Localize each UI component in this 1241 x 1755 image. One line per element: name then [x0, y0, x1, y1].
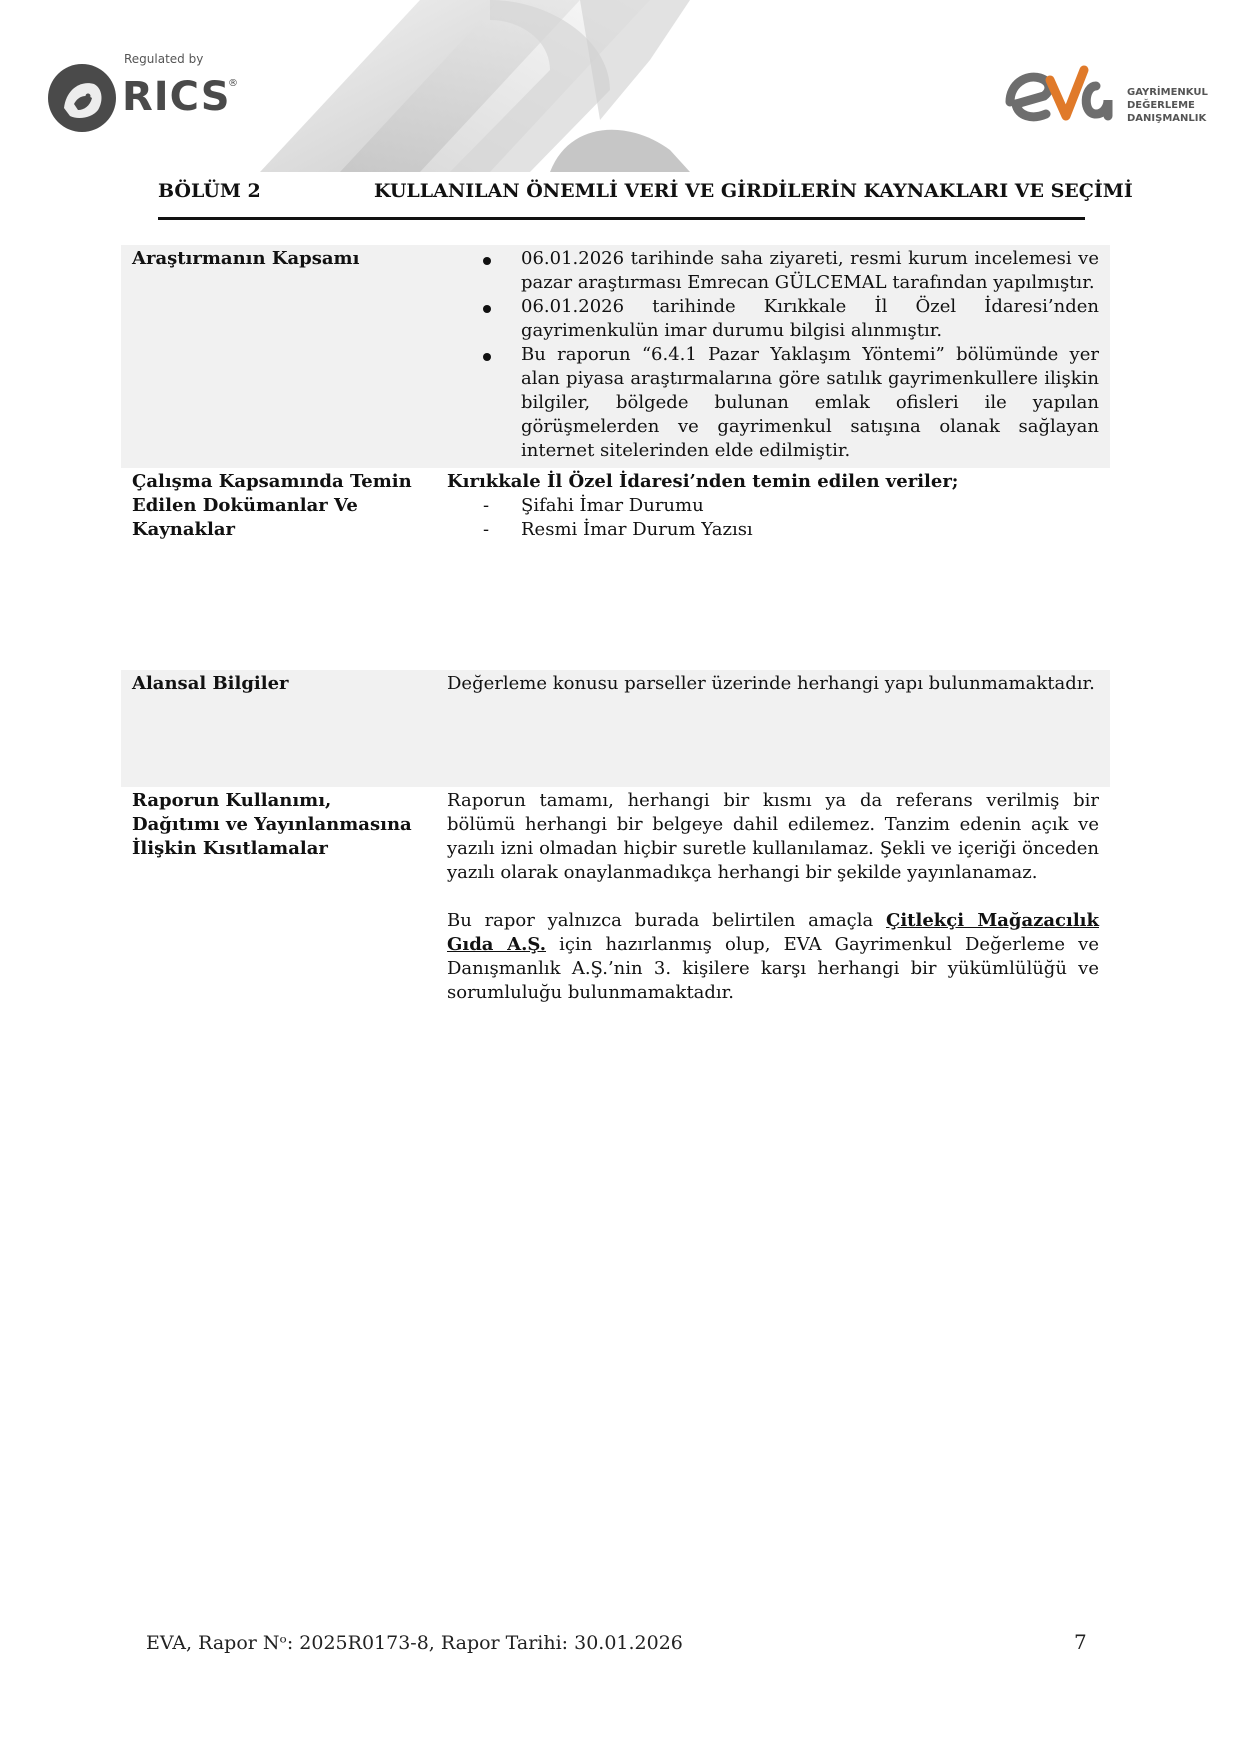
row-content: Değerleme konusu parseller üzerinde herhangi yapı bulunmamaktadır.	[447, 673, 1095, 694]
section-number: BÖLÜM 2	[158, 180, 261, 202]
paragraph-gap	[447, 885, 1099, 909]
row-spatial-info	[121, 670, 1110, 787]
list-item	[447, 518, 1099, 542]
eva-mark-icon	[1000, 56, 1120, 138]
eva-subtitle-line: DANIŞMANLIK	[1127, 113, 1207, 124]
client-paragraph-text: için hazırlanmış olup, EVA Gayrimenkul Değerleme ve Danışmanlık A.Ş.’nin 3. kişilere karşı herhangi bir yükümlülüğü ve sorumluluğu bulunmamaktadır.	[447, 934, 1099, 1003]
dash-mark: -	[483, 495, 490, 516]
row-content	[447, 470, 1099, 542]
list-item	[447, 494, 1099, 518]
eva-subtitle-line: DEĞERLEME	[1127, 100, 1195, 111]
bullet-icon	[483, 353, 491, 361]
header-decoration	[250, 0, 770, 172]
bullet-list	[447, 247, 1099, 463]
client-paragraph-text: Bu rapor yalnızca burada belirtilen amaçla	[447, 910, 886, 931]
row-label: Raporun Kullanımı, Dağıtımı ve Yayınlanmasına İlişkin Kısıtlamalar	[132, 790, 412, 859]
eva-subtitle	[1127, 86, 1208, 125]
rics-wordmark: RICS	[122, 74, 231, 120]
footer-report-info: EVA, Rapor Nᵒ: 2025R0173-8, Rapor Tarihi: 30.01.2026	[146, 1632, 683, 1654]
section-title: KULLANILAN ÖNEMLİ VERİ VE GİRDİLERİN KAYNAKLARI VE SEÇİMİ	[374, 180, 1133, 202]
lion-icon	[44, 60, 120, 136]
list-item-text: 06.01.2026 tarihinde saha ziyareti, resmi kurum incelemesi ve pazar araştırması Emrecan GÜLCEMAL tarafından yapılmıştır.	[521, 248, 1099, 293]
list-item-text: Resmi İmar Durum Yazısı	[521, 519, 753, 540]
row-label: Araştırmanın Kapsamı	[132, 248, 360, 269]
row-label: Çalışma Kapsamında Temin Edilen Dokümanlar Ve Kaynaklar	[132, 471, 412, 540]
rics-regulated-text: Regulated by	[124, 52, 204, 66]
bullet-icon	[483, 257, 491, 265]
client-name: Çitlekçi Mağazacılık Gıda A.Ş.	[447, 910, 1099, 955]
row-restrictions	[121, 787, 1110, 1017]
restrictions-paragraph: Raporun tamamı, herhangi bir kısmı ya da referans verilmiş bir bölümü herhangi bir belgeye dahil edilemez. Tanzim edenin açık ve yazılı izni olmadan hiçbir suretle kullanılamaz. Şekli ve içeriği önceden yazılı olarak onaylanmadıkça herhangi bir şekilde yayınlanamaz.	[447, 790, 1099, 883]
page-number: 7	[1074, 1630, 1087, 1654]
list-item	[447, 295, 1099, 343]
list-item-text: Bu raporun “6.4.1 Pazar Yaklaşım Yöntemi” bölümünde yer alan piyasa araştırmalarına göre satılık gayrimenkullere ilişkin bilgiler, bölgede bulunan emlak ofisleri ile yapılan görüşmelerden ve gayrimenkul satışına olanak sağlayan internet sitelerinden elde edilmiştir.	[521, 344, 1099, 461]
row-documents	[121, 468, 1110, 670]
registered-mark: ®	[228, 78, 238, 89]
row-research-scope	[121, 245, 1110, 468]
row-content	[447, 789, 1099, 1005]
dash-mark: -	[483, 519, 490, 540]
eva-subtitle-line: GAYRİMENKUL	[1127, 87, 1208, 98]
dash-list	[447, 494, 1099, 542]
documents-heading: Kırıkkale İl Özel İdaresi’nden temin edilen veriler;	[447, 471, 959, 492]
title-divider	[158, 217, 1085, 220]
row-label: Alansal Bilgiler	[132, 673, 289, 694]
client-paragraph	[447, 909, 1099, 1005]
list-item	[447, 247, 1099, 295]
list-item	[447, 343, 1099, 463]
row-content	[447, 247, 1099, 463]
list-item-text: 06.01.2026 tarihinde Kırıkkale İl Özel İdaresi’nden gayrimenkulün imar durumu bilgisi alınmıştır.	[521, 296, 1099, 341]
list-item-text: Şifahi İmar Durumu	[521, 495, 704, 516]
bullet-icon	[483, 305, 491, 313]
